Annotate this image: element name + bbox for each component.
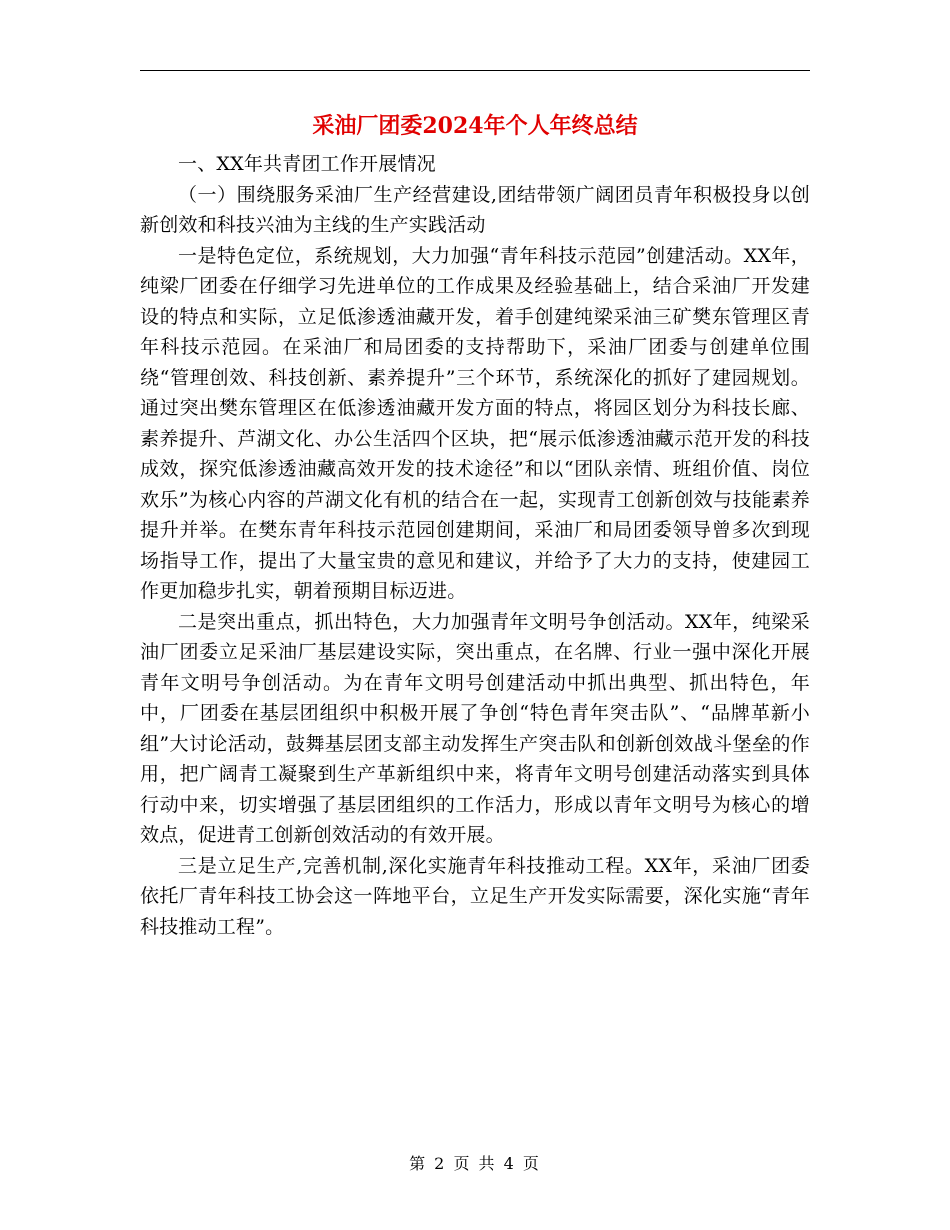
section-heading: 一、XX年共青团工作开展情况	[178, 153, 436, 175]
document-body	[140, 149, 810, 942]
document-title: 采油厂团委2024年个人年终总结	[312, 113, 638, 139]
page-number: 第 2 页 共 4 页	[409, 1154, 541, 1173]
body-paragraph: 二是突出重点，抓出特色，大力加强青年文明号争创活动。XX年，纯梁采油厂团委立足采油厂基层建设实际，突出重点，在名牌、行业一强中深化开展青年文明号争创活动。为在青年文明号创建活动中抓出典型、抓出特色，年中，厂团委在基层团组织中积极开展了争创“特色青年突击队”、“品牌革新小组”大讨论活动，鼓舞基层团支部主动发挥生产突击队和创新创效战斗堡垒的作用，把广阔青工凝聚到生产革新组织中来，将青年文明号创建活动落实到具体行动中来，切实增强了基层团组织的工作活力，形成以青年文明号为核心的增效点，促进青工创新创效活动的有效开展。	[140, 610, 810, 846]
subsection-heading: （一）围绕服务采油厂生产经营建设,团结带领广阔团员青年积极投身以创新创效和科技兴油为主线的生产实践活动	[140, 183, 810, 236]
body-paragraph: 三是立足生产,完善机制,深化实施青年科技推动工程。XX年，采油厂团委依托厂青年科技工协会这一阵地平台，立足生产开发实际需要，深化实施“青年科技推动工程”。	[140, 854, 810, 938]
header-rule	[140, 70, 810, 71]
body-paragraph: 一是特色定位，系统规划，大力加强“青年科技示范园”创建活动。XX年，纯梁厂团委在仔细学习先进单位的工作成果及经验基础上，结合采油厂开发建设的特点和实际，立足低渗透油藏开发，着手创建纯梁采油三矿樊东管理区青年科技示范园。在采油厂和局团委的支持帮助下，采油厂团委与创建单位围绕“管理创效、科技创新、素养提升”三个环节，系统深化的抓好了建园规划。通过突出樊东管理区在低渗透油藏开发方面的特点，将园区划分为科技长廊、素养提升、芦湖文化、办公生活四个区块，把“展示低渗透油藏示范开发的科技成效，探究低渗透油藏高效开发的技术途径”和以“团队亲情、班组价值、岗位欢乐”为核心内容的芦湖文化有机的结合在一起，实现青工创新创效与技能素养提升并举。在樊东青年科技示范园创建期间，采油厂和局团委领导曾多次到现场指导工作，提出了大量宝贵的意见和建议，并给予了大力的支持，使建园工作更加稳步扎实，朝着预期目标迈进。	[140, 244, 810, 602]
